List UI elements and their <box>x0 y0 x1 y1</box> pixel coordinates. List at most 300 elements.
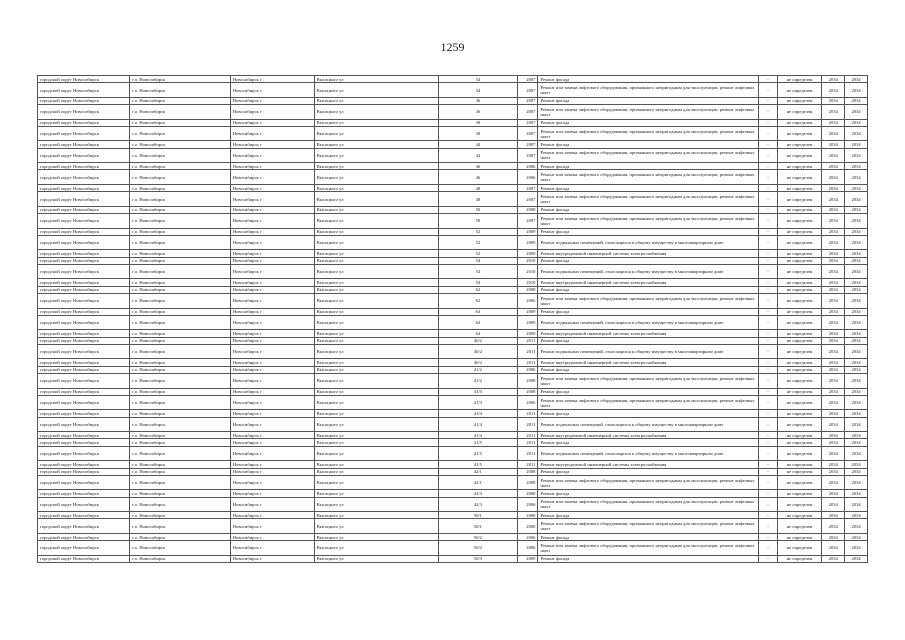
cell-okrug: городской округ Новосибирск <box>38 206 130 213</box>
cell-street: Высоцкого ул <box>314 417 438 432</box>
cell-work: Ремонт или замена лифтового оборудования, признанного непригодным для эксплуатации, ремонт лифтовых шахт <box>538 497 759 512</box>
cell-dash: - <box>759 308 778 315</box>
cell-house: 50/3 <box>438 555 517 562</box>
cell-city: Новосибирск г <box>230 439 314 446</box>
cell-house: 38 <box>438 126 517 141</box>
cell-status: не определен <box>777 206 822 213</box>
cell-plan-year: 2034 <box>822 170 845 185</box>
cell-plan-year: 2034 <box>822 294 845 309</box>
cell-status: не определен <box>777 410 822 417</box>
cell-plan-year: 2034 <box>822 439 845 446</box>
cell-plan-year: 2034 <box>822 315 845 330</box>
cell-plan-year: 2034 <box>822 192 845 207</box>
cell-end-year: 2034 <box>845 533 868 540</box>
cell-go: г.о. Новосибирск <box>130 279 231 286</box>
cell-work: Ремонт или замена лифтового оборудования, признанного непригодным для эксплуатации, ремонт лифтовых шахт <box>538 395 759 410</box>
cell-dash: - <box>759 344 778 359</box>
cell-dash: - <box>759 105 778 120</box>
cell-okrug: городской округ Новосибирск <box>38 439 130 446</box>
cell-city: Новосибирск г <box>230 83 314 98</box>
cell-street: Высоцкого ул <box>314 83 438 98</box>
cell-work: Ремонт или замена лифтового оборудования, признанного непригодным для эксплуатации, ремонт лифтовых шахт <box>538 170 759 185</box>
cell-go: г.о. Новосибирск <box>130 461 231 468</box>
cell-city: Новосибирск г <box>230 512 314 519</box>
cell-dash: - <box>759 410 778 417</box>
cell-work: Ремонт фасада <box>538 119 759 126</box>
cell-house: 50/1 <box>438 519 517 534</box>
cell-okrug: городской округ Новосибирск <box>38 257 130 264</box>
cell-status: не определен <box>777 388 822 395</box>
cell-year: 2011 <box>517 432 538 439</box>
cell-plan-year: 2034 <box>822 475 845 490</box>
cell-street: Высоцкого ул <box>314 250 438 257</box>
cell-year: 2006 <box>517 163 538 170</box>
cell-status: не определен <box>777 475 822 490</box>
cell-dash: - <box>759 141 778 148</box>
cell-city: Новосибирск г <box>230 359 314 366</box>
cell-end-year: 2034 <box>845 446 868 461</box>
table-row <box>38 83 868 98</box>
cell-dash: - <box>759 417 778 432</box>
cell-year: 2009 <box>517 250 538 257</box>
cell-end-year: 2034 <box>845 148 868 163</box>
cell-year: 2011 <box>517 410 538 417</box>
cell-street: Высоцкого ул <box>314 141 438 148</box>
cell-house: 54 <box>438 279 517 286</box>
cell-go: г.о. Новосибирск <box>130 337 231 344</box>
cell-street: Высоцкого ул <box>314 468 438 475</box>
cell-go: г.о. Новосибирск <box>130 141 231 148</box>
cell-dash: - <box>759 126 778 141</box>
cell-street: Высоцкого ул <box>314 97 438 104</box>
cell-okrug: городской округ Новосибирск <box>38 148 130 163</box>
cell-status: не определен <box>777 214 822 229</box>
cell-work: Ремонт фасада <box>538 163 759 170</box>
cell-okrug: городской округ Новосибирск <box>38 315 130 330</box>
cell-go: г.о. Новосибирск <box>130 163 231 170</box>
cell-street: Высоцкого ул <box>314 308 438 315</box>
table-row <box>38 184 868 191</box>
cell-house: 48 <box>438 184 517 191</box>
cell-end-year: 2034 <box>845 468 868 475</box>
cell-work: Ремонт фасада <box>538 76 759 83</box>
cell-year: 2009 <box>517 308 538 315</box>
cell-status: не определен <box>777 439 822 446</box>
cell-city: Новосибирск г <box>230 395 314 410</box>
cell-city: Новосибирск г <box>230 257 314 264</box>
cell-plan-year: 2034 <box>822 432 845 439</box>
table-row <box>38 286 868 293</box>
cell-status: не определен <box>777 533 822 540</box>
cell-end-year: 2034 <box>845 337 868 344</box>
table-row <box>38 388 868 395</box>
table-row <box>38 76 868 83</box>
cell-year: 2010 <box>517 257 538 264</box>
cell-house: 50/1 <box>438 512 517 519</box>
cell-year: 2010 <box>517 279 538 286</box>
cell-end-year: 2034 <box>845 257 868 264</box>
cell-street: Высоцкого ул <box>314 184 438 191</box>
cell-city: Новосибирск г <box>230 294 314 309</box>
cell-house: 44 <box>438 141 517 148</box>
cell-house: 41/5 <box>438 439 517 446</box>
cell-end-year: 2034 <box>845 279 868 286</box>
cell-dash: - <box>759 315 778 330</box>
cell-plan-year: 2034 <box>822 512 845 519</box>
cell-house: 40/2 <box>438 359 517 366</box>
cell-work: Ремонт фасада <box>538 184 759 191</box>
table-row <box>38 359 868 366</box>
cell-year: 2008 <box>517 512 538 519</box>
cell-house: 41/4 <box>438 432 517 439</box>
cell-year: 2009 <box>517 228 538 235</box>
cell-plan-year: 2034 <box>822 279 845 286</box>
table-row <box>38 432 868 439</box>
cell-plan-year: 2034 <box>822 308 845 315</box>
table-row <box>38 192 868 207</box>
cell-plan-year: 2034 <box>822 388 845 395</box>
cell-year: 2006 <box>517 294 538 309</box>
cell-end-year: 2034 <box>845 475 868 490</box>
cell-house: 41/5 <box>438 446 517 461</box>
table-row <box>38 468 868 475</box>
cell-year: 2011 <box>517 417 538 432</box>
cell-city: Новосибирск г <box>230 192 314 207</box>
cell-okrug: городской округ Новосибирск <box>38 170 130 185</box>
cell-end-year: 2034 <box>845 184 868 191</box>
cell-work: Ремонт внутридомовой инженерной системы электроснабжения <box>538 279 759 286</box>
cell-city: Новосибирск г <box>230 410 314 417</box>
table-row <box>38 410 868 417</box>
cell-dash: - <box>759 264 778 279</box>
cell-city: Новосибирск г <box>230 228 314 235</box>
cell-end-year: 2054 <box>845 461 868 468</box>
cell-plan-year: 2034 <box>822 83 845 98</box>
cell-okrug: городской округ Новосибирск <box>38 475 130 490</box>
cell-house: 50/2 <box>438 541 517 556</box>
cell-status: не определен <box>777 315 822 330</box>
cell-work: Ремонт фасада <box>538 555 759 562</box>
cell-end-year: 2034 <box>845 512 868 519</box>
cell-go: г.о. Новосибирск <box>130 228 231 235</box>
cell-year: 2007 <box>517 214 538 229</box>
cell-house: 64 <box>438 315 517 330</box>
cell-status: не определен <box>777 97 822 104</box>
cell-work: Ремонт внутридомовой инженерной системы электроснабжения <box>538 359 759 366</box>
cell-work: Ремонт фасада <box>538 439 759 446</box>
cell-work: Ремонт или замена лифтового оборудования, признанного непригодным для эксплуатации, ремонт лифтовых шахт <box>538 541 759 556</box>
cell-okrug: городской округ Новосибирск <box>38 374 130 389</box>
cell-plan-year: 2034 <box>822 359 845 366</box>
cell-house: 62 <box>438 294 517 309</box>
cell-okrug: городской округ Новосибирск <box>38 497 130 512</box>
cell-status: не определен <box>777 126 822 141</box>
cell-year: 2007 <box>517 184 538 191</box>
cell-go: г.о. Новосибирск <box>130 439 231 446</box>
cell-city: Новосибирск г <box>230 308 314 315</box>
cell-dash: - <box>759 439 778 446</box>
cell-house: 41/5 <box>438 461 517 468</box>
table-row <box>38 294 868 309</box>
cell-end-year: 2034 <box>845 206 868 213</box>
cell-street: Высоцкого ул <box>314 555 438 562</box>
table-row <box>38 461 868 468</box>
cell-dash: - <box>759 170 778 185</box>
cell-go: г.о. Новосибирск <box>130 555 231 562</box>
cell-city: Новосибирск г <box>230 141 314 148</box>
cell-status: не определен <box>777 105 822 120</box>
cell-year: 2009 <box>517 315 538 330</box>
cell-year: 2011 <box>517 439 538 446</box>
cell-work: Ремонт или замена лифтового оборудования, признанного непригодным для эксплуатации, ремонт лифтовых шахт <box>538 294 759 309</box>
cell-okrug: городской округ Новосибирск <box>38 344 130 359</box>
cell-work: Ремонт или замена лифтового оборудования, признанного непригодным для эксплуатации, ремонт лифтовых шахт <box>538 214 759 229</box>
cell-okrug: городской округ Новосибирск <box>38 541 130 556</box>
cell-house: 62 <box>438 286 517 293</box>
cell-status: не определен <box>777 163 822 170</box>
cell-go: г.о. Новосибирск <box>130 308 231 315</box>
cell-street: Высоцкого ул <box>314 257 438 264</box>
cell-work: Ремонт внутридомовой инженерной системы электроснабжения <box>538 432 759 439</box>
cell-city: Новосибирск г <box>230 163 314 170</box>
cell-dash: - <box>759 206 778 213</box>
cell-okrug: городской округ Новосибирск <box>38 395 130 410</box>
cell-house: 41/3 <box>438 395 517 410</box>
cell-okrug: городской округ Новосибирск <box>38 264 130 279</box>
cell-okrug: городской округ Новосибирск <box>38 446 130 461</box>
cell-city: Новосибирск г <box>230 235 314 250</box>
cell-go: г.о. Новосибирск <box>130 286 231 293</box>
cell-street: Высоцкого ул <box>314 206 438 213</box>
table-row <box>38 214 868 229</box>
cell-okrug: городской округ Новосибирск <box>38 432 130 439</box>
cell-dash: - <box>759 359 778 366</box>
table-row <box>38 395 868 410</box>
cell-status: не определен <box>777 497 822 512</box>
cell-go: г.о. Новосибирск <box>130 533 231 540</box>
cell-house: 34 <box>438 83 517 98</box>
cell-house: 36 <box>438 105 517 120</box>
cell-dash: - <box>759 512 778 519</box>
cell-year: 2007 <box>517 148 538 163</box>
cell-end-year: 2034 <box>845 374 868 389</box>
cell-dash: - <box>759 555 778 562</box>
cell-okrug: городской округ Новосибирск <box>38 388 130 395</box>
table-row <box>38 512 868 519</box>
cell-plan-year: 2034 <box>822 497 845 512</box>
cell-status: не определен <box>777 366 822 373</box>
cell-status: не определен <box>777 555 822 562</box>
cell-go: г.о. Новосибирск <box>130 315 231 330</box>
cell-house: 46 <box>438 163 517 170</box>
cell-year: 2008 <box>517 475 538 490</box>
cell-plan-year: 2034 <box>822 330 845 337</box>
cell-end-year: 2034 <box>845 541 868 556</box>
cell-status: не определен <box>777 446 822 461</box>
cell-go: г.о. Новосибирск <box>130 170 231 185</box>
cell-status: не определен <box>777 468 822 475</box>
cell-dash: - <box>759 286 778 293</box>
cell-okrug: городской округ Новосибирск <box>38 330 130 337</box>
cell-house: 42/3 <box>438 490 517 497</box>
cell-go: г.о. Новосибирск <box>130 366 231 373</box>
table-row <box>38 279 868 286</box>
cell-street: Высоцкого ул <box>314 359 438 366</box>
cell-end-year: 2034 <box>845 555 868 562</box>
cell-house: 54 <box>438 264 517 279</box>
cell-city: Новосибирск г <box>230 490 314 497</box>
cell-status: не определен <box>777 184 822 191</box>
cell-street: Высоцкого ул <box>314 148 438 163</box>
cell-year: 2008 <box>517 388 538 395</box>
cell-end-year: 2034 <box>845 83 868 98</box>
cell-city: Новосибирск г <box>230 105 314 120</box>
cell-okrug: городской округ Новосибирск <box>38 366 130 373</box>
cell-street: Высоцкого ул <box>314 497 438 512</box>
table-row <box>38 308 868 315</box>
table-row <box>38 126 868 141</box>
cell-plan-year: 2034 <box>822 264 845 279</box>
cell-year: 2007 <box>517 105 538 120</box>
cell-plan-year: 2034 <box>822 235 845 250</box>
cell-status: не определен <box>777 344 822 359</box>
cell-go: г.о. Новосибирск <box>130 264 231 279</box>
cell-street: Высоцкого ул <box>314 490 438 497</box>
cell-dash: - <box>759 432 778 439</box>
cell-city: Новосибирск г <box>230 264 314 279</box>
cell-city: Новосибирск г <box>230 374 314 389</box>
table-row <box>38 330 868 337</box>
cell-house: 42/1 <box>438 468 517 475</box>
cell-dash: - <box>759 475 778 490</box>
cell-end-year: 2034 <box>845 388 868 395</box>
table-row <box>38 228 868 235</box>
cell-year: 2006 <box>517 541 538 556</box>
cell-city: Новосибирск г <box>230 388 314 395</box>
table-row <box>38 439 868 446</box>
cell-street: Высоцкого ул <box>314 76 438 83</box>
cell-city: Новосибирск г <box>230 148 314 163</box>
cell-street: Высоцкого ул <box>314 366 438 373</box>
cell-status: не определен <box>777 512 822 519</box>
cell-dash: - <box>759 519 778 534</box>
table-row <box>38 119 868 126</box>
cell-plan-year: 2034 <box>822 119 845 126</box>
cell-work: Ремонт фасада <box>538 141 759 148</box>
cell-house: 42/3 <box>438 497 517 512</box>
cell-end-year: 2034 <box>845 141 868 148</box>
cell-house: 41/3 <box>438 388 517 395</box>
cell-end-year: 2034 <box>845 76 868 83</box>
cell-okrug: городской округ Новосибирск <box>38 119 130 126</box>
cell-dash: - <box>759 279 778 286</box>
cell-plan-year: 2034 <box>822 417 845 432</box>
cell-year: 2006 <box>517 170 538 185</box>
cell-work: Ремонт внутридомовой инженерной системы электроснабжения <box>538 250 759 257</box>
cell-status: не определен <box>777 76 822 83</box>
cell-city: Новосибирск г <box>230 555 314 562</box>
cell-plan-year: 2034 <box>822 141 845 148</box>
cell-city: Новосибирск г <box>230 76 314 83</box>
cell-go: г.о. Новосибирск <box>130 519 231 534</box>
cell-work: Ремонт фасада <box>538 257 759 264</box>
cell-okrug: городской округ Новосибирск <box>38 97 130 104</box>
cell-plan-year: 2034 <box>822 533 845 540</box>
cell-street: Высоцкого ул <box>314 294 438 309</box>
cell-okrug: городской округ Новосибирск <box>38 279 130 286</box>
cell-year: 2008 <box>517 206 538 213</box>
cell-go: г.о. Новосибирск <box>130 446 231 461</box>
table-row <box>38 490 868 497</box>
cell-go: г.о. Новосибирск <box>130 417 231 432</box>
cell-work: Ремонт фасада <box>538 388 759 395</box>
cell-dash: - <box>759 374 778 389</box>
cell-status: не определен <box>777 141 822 148</box>
cell-year: 2007 <box>517 141 538 148</box>
cell-plan-year: 2034 <box>822 541 845 556</box>
cell-work: Ремонт фасада <box>538 97 759 104</box>
cell-work: Ремонт или замена лифтового оборудования, признанного непригодным для эксплуатации, ремонт лифтовых шахт <box>538 374 759 389</box>
cell-go: г.о. Новосибирск <box>130 126 231 141</box>
cell-plan-year: 2034 <box>822 163 845 170</box>
cell-go: г.о. Новосибирск <box>130 206 231 213</box>
cell-end-year: 2034 <box>845 439 868 446</box>
cell-street: Высоцкого ул <box>314 126 438 141</box>
cell-street: Высоцкого ул <box>314 330 438 337</box>
cell-city: Новосибирск г <box>230 184 314 191</box>
cell-okrug: городской округ Новосибирск <box>38 235 130 250</box>
table-row <box>38 519 868 534</box>
cell-status: не определен <box>777 461 822 468</box>
cell-dash: - <box>759 395 778 410</box>
cell-okrug: городской округ Новосибирск <box>38 184 130 191</box>
cell-okrug: городской округ Новосибирск <box>38 519 130 534</box>
cell-dash: - <box>759 294 778 309</box>
cell-work: Ремонт фасада <box>538 337 759 344</box>
cell-okrug: городской округ Новосибирск <box>38 76 130 83</box>
cell-house: 48 <box>438 192 517 207</box>
cell-street: Высоцкого ул <box>314 439 438 446</box>
cell-year: 2007 <box>517 126 538 141</box>
cell-go: г.о. Новосибирск <box>130 214 231 229</box>
cell-go: г.о. Новосибирск <box>130 192 231 207</box>
cell-end-year: 2034 <box>845 228 868 235</box>
cell-end-year: 2034 <box>845 519 868 534</box>
cell-end-year: 2034 <box>845 126 868 141</box>
cell-okrug: городской округ Новосибирск <box>38 512 130 519</box>
cell-street: Высоцкого ул <box>314 235 438 250</box>
cell-dash: - <box>759 192 778 207</box>
cell-street: Высоцкого ул <box>314 192 438 207</box>
cell-go: г.о. Новосибирск <box>130 512 231 519</box>
cell-plan-year: 2034 <box>822 490 845 497</box>
cell-status: не определен <box>777 257 822 264</box>
table-row <box>38 315 868 330</box>
cell-okrug: городской округ Новосибирск <box>38 126 130 141</box>
cell-status: не определен <box>777 228 822 235</box>
cell-year: 2007 <box>517 76 538 83</box>
cell-street: Высоцкого ул <box>314 344 438 359</box>
cell-status: не определен <box>777 359 822 366</box>
cell-work: Ремонт фасада <box>538 286 759 293</box>
cell-status: не определен <box>777 374 822 389</box>
cell-status: не определен <box>777 519 822 534</box>
cell-work: Ремонт фасада <box>538 366 759 373</box>
page-number: 1259 <box>440 40 465 54</box>
cell-house: 38 <box>438 119 517 126</box>
cell-city: Новосибирск г <box>230 337 314 344</box>
cell-work: Ремонт или замена лифтового оборудования, признанного непригодным для эксплуатации, ремонт лифтовых шахт <box>538 126 759 141</box>
